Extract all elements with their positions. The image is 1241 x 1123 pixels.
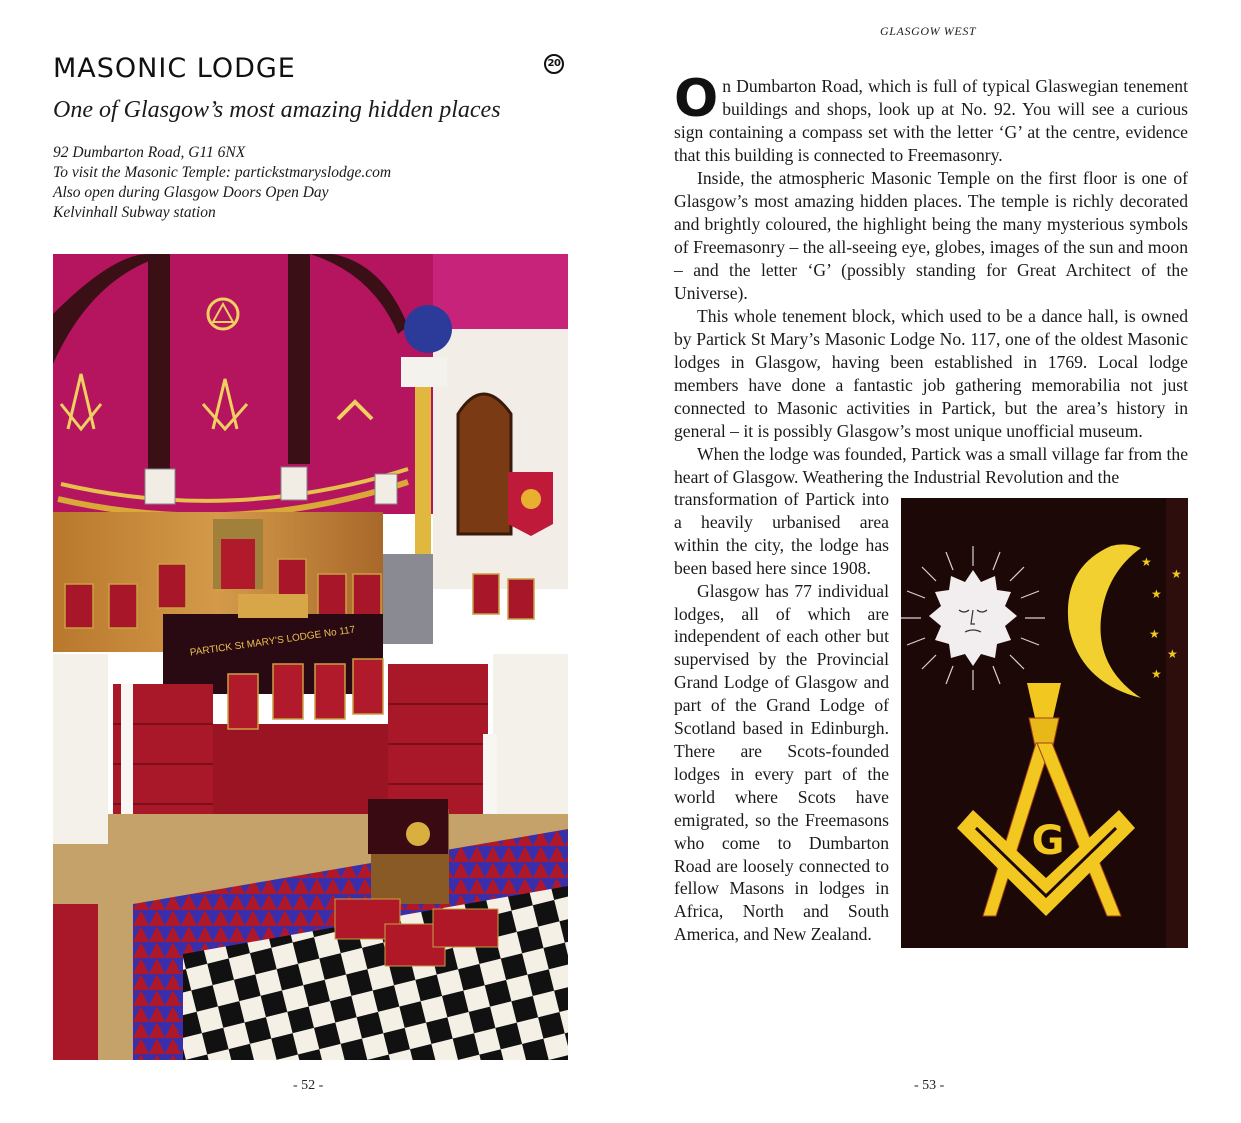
address-info <box>53 143 391 223</box>
page-number-right: - 53 - <box>914 1078 945 1093</box>
left-page <box>0 0 620 1123</box>
svg-text:★: ★ <box>1171 567 1182 581</box>
drop-cap: O <box>674 69 719 129</box>
page-number-left: - 52 - <box>293 1078 324 1093</box>
temple-interior-photo <box>53 254 568 1060</box>
masonic-emblem-photo <box>901 498 1188 948</box>
article-body <box>674 69 1189 489</box>
paragraph-4-continued: transformation of Partick into a heavily urbanised area within the city, the lodge has been based here since 1908. <box>674 489 889 578</box>
paragraph-2: Inside, the atmospheric Masonic Temple on the first floor is one of Glasgow’s most amazing hidden places. The temple is richly decorated and brightly coloured, the highlight being the many mysterious symbols of Freemasonry – the all-seeing eye, globes, images of the sun and moon – and the letter ‘G’ (possibly standing for Great Architect of the Universe). <box>674 168 1188 303</box>
right-page <box>620 0 1241 1123</box>
svg-text:★: ★ <box>1151 667 1162 681</box>
paragraph-1-text: n Dumbarton Road, which is full of typical Glaswegian tenement buildings and shops, look up at No. 92. You will see a curious sign containing a compass set with the letter ‘G’ at the centre, evidence that this building is connected to Freemasonry. <box>674 76 1188 165</box>
emblem-letter-g: G <box>1031 818 1065 864</box>
transport-line: Kelvinhall Subway station <box>53 204 216 221</box>
article-body-narrow <box>674 488 889 946</box>
temple-interior-illustration <box>53 254 568 1060</box>
masonic-emblem-illustration <box>901 498 1188 948</box>
website-line: To visit the Masonic Temple: partickstmaryslodge.com <box>53 164 392 181</box>
paragraph-3: This whole tenement block, which used to be a dance hall, is owned by Partick St Mary’s Masonic Lodge No. 117, one of the oldest Masonic lodges in Glasgow, having been established in 1769. Local lodge members have done a fantastic job gathering memorabilia not just connected to Masonic activities in Partick, but the area’s history in general – it is possibly Glasgow’s most unique unofficial museum. <box>674 306 1188 441</box>
running-head: GLASGOW WEST <box>880 24 977 38</box>
page-subtitle: One of Glasgow’s most amazing hidden places <box>53 97 501 123</box>
svg-text:★: ★ <box>1149 627 1160 641</box>
opening-line: Also open during Glasgow Doors Open Day <box>53 184 329 201</box>
address-line: 92 Dumbarton Road, G11 6NX <box>53 144 246 161</box>
svg-text:★: ★ <box>1151 587 1162 601</box>
svg-text:PARTICK St MARY'S LODGE No 117: PARTICK St MARY'S LODGE No 117 <box>189 624 357 659</box>
svg-text:★: ★ <box>1167 647 1178 661</box>
paragraph-4: When the lodge was founded, Partick was a small village far from the heart of Glasgow. Weathering the Industrial Revolution and the <box>674 444 1189 487</box>
page-title: MASONIC LODGE <box>53 53 296 84</box>
paragraph-5: Glasgow has 77 individual lodges, all of which are independent of each other but supervised by the Provincial Grand Lodge of Glasgow and part of the Grand Lodge of Scotland based in Edinburgh. There are Scots-founded lodges in every part of the world where Scots have emigrated, so the Freemasons who come to Dumbarton Road are loosely connected to fellow Masons in lodges in Africa, North and South America, and New Zealand. <box>674 580 889 945</box>
svg-text:★: ★ <box>1141 555 1152 569</box>
entry-number-badge: 20 <box>544 54 564 74</box>
paragraph-1 <box>674 69 1188 167</box>
